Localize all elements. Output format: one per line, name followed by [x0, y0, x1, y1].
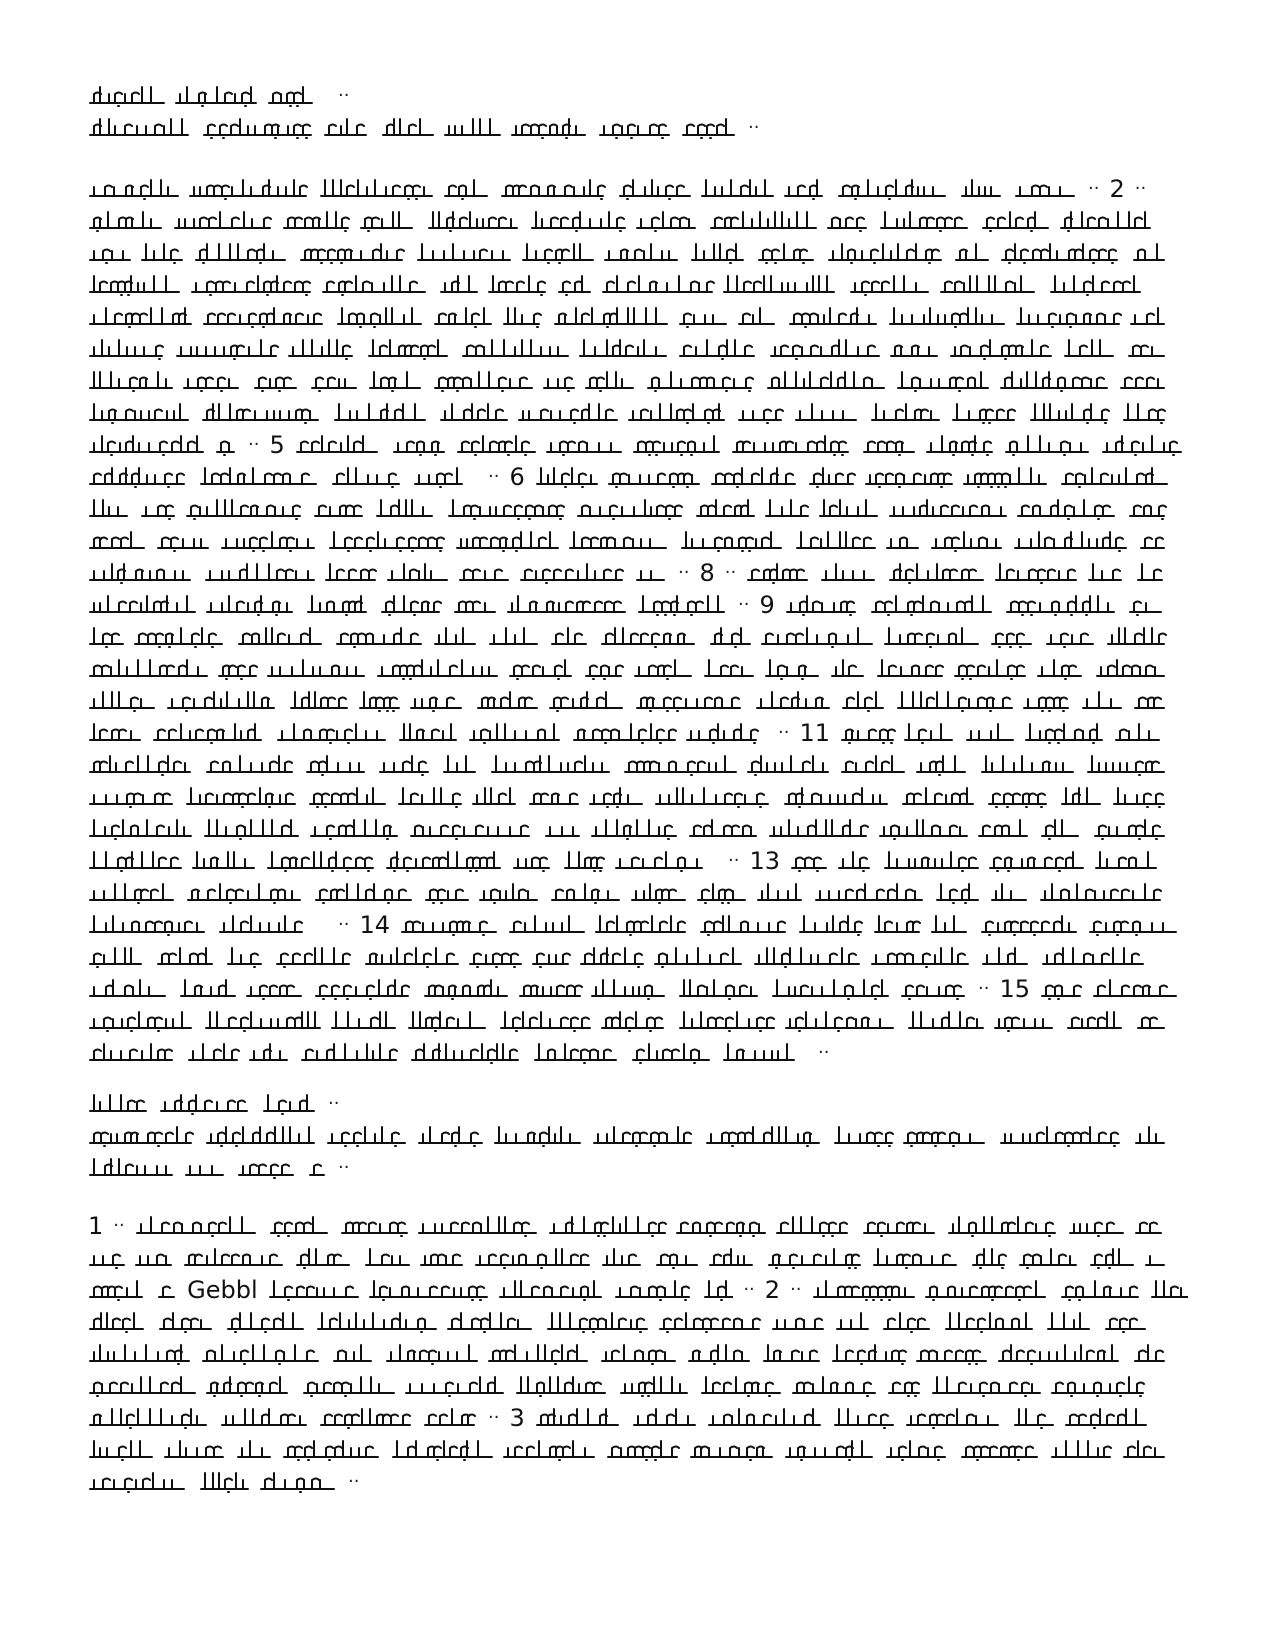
verse-number: 2	[1109, 175, 1125, 203]
text-line	[88, 943, 1188, 971]
script-line	[88, 623, 1168, 651]
separator: ··	[738, 594, 750, 615]
text-line	[88, 1404, 1188, 1432]
text-line	[88, 655, 1188, 683]
text-line	[88, 1436, 1188, 1464]
text-line	[88, 527, 1188, 555]
script-line	[88, 82, 328, 110]
verse-number: 2	[764, 1276, 781, 1304]
script-line	[88, 207, 1168, 235]
script-line	[535, 1404, 1165, 1432]
script-line	[88, 1154, 328, 1182]
script-line	[88, 1436, 1168, 1464]
text-line	[88, 495, 1188, 523]
verse-number: 6	[509, 463, 525, 491]
text-line	[88, 1212, 1188, 1240]
script-line	[88, 879, 1168, 907]
script-line	[88, 1372, 1168, 1400]
text-line	[88, 687, 1188, 715]
script-line	[88, 1404, 478, 1432]
script-line	[88, 687, 1168, 715]
separator: ··	[338, 914, 350, 935]
script-line	[88, 335, 1168, 363]
text-line	[88, 559, 1188, 587]
script-line	[812, 1276, 1188, 1304]
section-2-subtitle-line	[88, 1154, 1188, 1182]
script-line	[88, 655, 1168, 683]
text-line	[88, 911, 1188, 939]
verse-number: 1	[88, 1212, 104, 1240]
text-line	[88, 751, 1188, 779]
separator: ··	[678, 562, 690, 583]
script-line	[88, 1244, 1168, 1272]
script-line	[1040, 975, 1180, 1003]
script-line	[88, 1308, 1168, 1336]
text-line	[88, 975, 1188, 1003]
script-line	[88, 719, 768, 747]
script-line	[88, 399, 1168, 427]
separator: ··	[748, 117, 760, 138]
script-line	[88, 431, 238, 459]
script-line	[88, 815, 1168, 843]
text-line	[88, 1340, 1188, 1368]
script-line	[400, 911, 1180, 939]
separator: ··	[724, 562, 737, 583]
verse-number: 3	[509, 1404, 525, 1432]
script-line	[88, 1340, 1168, 1368]
script-line	[88, 463, 478, 491]
section-1-subtitle	[88, 114, 1188, 142]
separator: ··	[338, 1157, 350, 1178]
section-1-title	[88, 82, 1188, 110]
text-line	[88, 207, 1188, 235]
text-line	[88, 1039, 1188, 1067]
script-line	[88, 1090, 318, 1118]
separator: ··	[248, 434, 260, 455]
section-2-subtitle-line	[88, 1122, 1188, 1150]
script-line	[785, 591, 1165, 619]
script-line	[135, 1212, 1165, 1240]
text-line	[88, 335, 1188, 363]
verse-number: 15	[999, 975, 1030, 1003]
script-line	[88, 303, 1168, 331]
script-line	[88, 559, 668, 587]
script-line	[746, 559, 1166, 587]
script-line	[88, 943, 1168, 971]
text-line	[88, 879, 1188, 907]
verse-number: 9	[759, 591, 775, 619]
text-line	[88, 847, 1188, 875]
script-line	[535, 463, 1175, 491]
inline-word: Gebbl	[187, 1276, 258, 1304]
text-line	[88, 719, 1188, 747]
text-line	[88, 1468, 1188, 1496]
separator: ··	[778, 722, 790, 743]
script-line	[88, 1007, 1168, 1035]
text-line	[88, 303, 1188, 331]
verse-number: 5	[269, 431, 285, 459]
text-line	[88, 431, 1188, 459]
text-line	[88, 783, 1188, 811]
script-line	[88, 751, 1168, 779]
script-line	[88, 1039, 808, 1067]
text-line	[88, 1372, 1188, 1400]
separator: ··	[113, 1215, 125, 1236]
separator: ··	[978, 978, 990, 999]
script-line	[88, 527, 1168, 555]
script-line	[88, 591, 728, 619]
text-line	[88, 399, 1188, 427]
separator: ··	[818, 1042, 830, 1063]
separator: ··	[728, 850, 740, 871]
separator: ··	[338, 85, 350, 106]
script-line	[88, 239, 1168, 267]
script-line	[88, 1276, 177, 1304]
script-line	[88, 367, 1168, 395]
separator: ··	[348, 1471, 360, 1492]
text-line	[88, 1007, 1188, 1035]
separator: ··	[1134, 178, 1147, 199]
text-line	[88, 591, 1188, 619]
verse-number: 8	[699, 559, 715, 587]
separator: ··	[1088, 178, 1100, 199]
text-line	[88, 239, 1188, 267]
script-line	[88, 114, 738, 142]
text-line	[88, 367, 1188, 395]
script-line	[295, 431, 1185, 459]
section-2-title	[88, 1090, 1188, 1118]
text-line	[88, 175, 1188, 203]
script-line	[88, 271, 1168, 299]
script-line	[88, 783, 1168, 811]
verse-number: 11	[799, 719, 830, 747]
script-line	[88, 1468, 338, 1496]
script-line	[790, 847, 1160, 875]
script-line	[88, 1122, 1168, 1150]
text-line	[88, 463, 1188, 491]
script-line	[88, 495, 1168, 523]
text-line	[88, 1244, 1188, 1272]
separator: ··	[328, 1093, 340, 1114]
text-line	[88, 271, 1188, 299]
separator: ··	[488, 466, 500, 487]
separator: ··	[488, 1407, 500, 1428]
text-line	[88, 815, 1188, 843]
separator: ··	[743, 1279, 755, 1300]
script-line	[88, 911, 328, 939]
text-line	[88, 1276, 1188, 1304]
verse-number: 14	[359, 911, 390, 939]
script-line	[88, 975, 968, 1003]
verse-number: 13	[749, 847, 780, 875]
script-line	[88, 175, 1078, 203]
text-line	[88, 623, 1188, 651]
text-line	[88, 1308, 1188, 1336]
separator: ··	[790, 1279, 802, 1300]
script-line	[88, 847, 718, 875]
script-line	[268, 1276, 734, 1304]
script-line	[840, 719, 1170, 747]
